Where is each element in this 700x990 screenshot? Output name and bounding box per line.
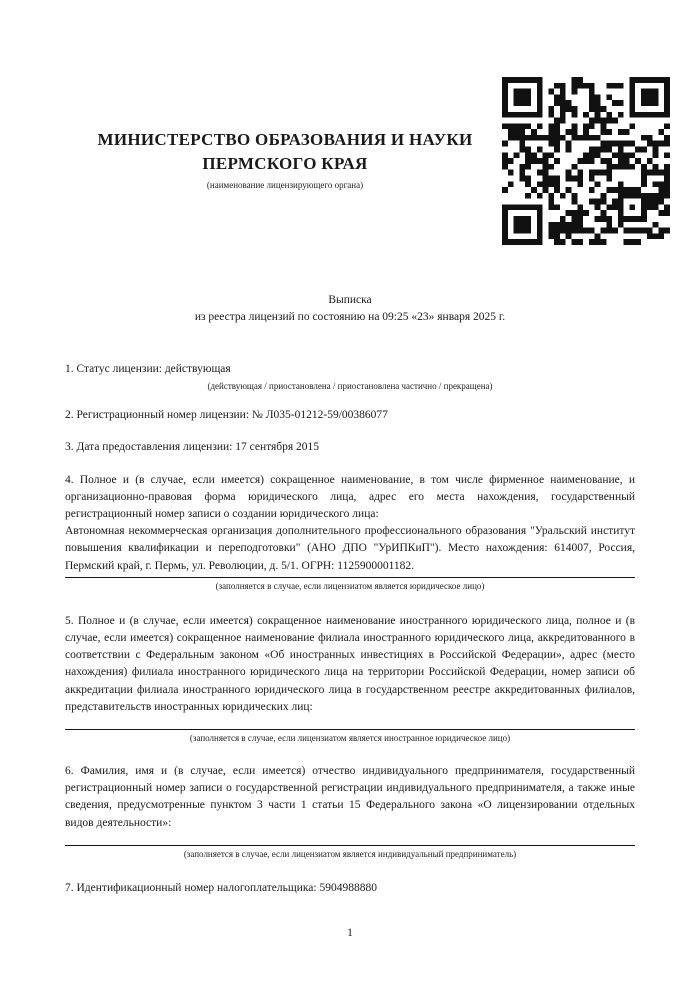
authority-name-line1: МИНИСТЕРСТВО ОБРАЗОВАНИЯ И НАУКИ [97, 130, 473, 149]
legal-entity-note: (заполняется в случае, если лицензиатом является юридическое лицо) [215, 580, 485, 591]
fill-in-rule [65, 845, 635, 846]
page-number: 1 [347, 927, 353, 939]
authority-caption: (наименование лицензирующего органа) [206, 180, 364, 190]
field-taxpayer-id [65, 880, 635, 897]
page-content [65, 0, 638, 912]
fill-in-rule [65, 577, 635, 578]
field-legal-entity [65, 472, 638, 592]
title-line2: из реестра лицензий по состоянию на 09:25 «23» января 2025 г. [194, 311, 506, 323]
document-title [65, 292, 635, 326]
licensing-authority-header [65, 128, 505, 191]
field-registration-number [65, 407, 635, 424]
fields-list [65, 361, 638, 897]
field-license-date [65, 439, 635, 456]
individual-entrepreneur-label: 6. Фамилия, имя и (в случае, если имеется) отчество индивидуального предпринимателя, государственный регистрационный номер записи о государственной регистрации индивидуального предпринимателя, а также иные сведения, предусмотренные пунктом 3 части 1 статьи 15 Федерального закона «О лицензировании отдельных видов деятельности»: [65, 765, 638, 829]
authority-name-line2: ПЕРМСКОГО КРАЯ [202, 154, 368, 173]
fill-in-rule [65, 729, 635, 730]
foreign-entity-label: 5. Полное и (в случае, если имеется) сокращенное наименование иностранного юридического лица, полное и (в случае, если имеется) сокращенное наименование филиала иностранного юридического лица, аккредитованного в соответствии с Федеральным законом «Об иностранных инвестициях в Российской Федерации», адрес (место нахождения) филиала иностранного юридического лица на территории Российской Федерации, номер записи об аккредитации филиала иностранного юридического лица в государственном реестре аккредитованных филиалов, представительств иностранных юридических лиц: [65, 614, 638, 713]
legal-entity-label: 4. Полное и (в случае, если имеется) сокращенное наименование, в том числе фирменное наименование, и организационно-правовая форма юридического лица, адрес его места нахождения, государственный регистрационный номер записи о создании юридического лица: [65, 473, 638, 521]
foreign-entity-note: (заполняется в случае, если лицензиатом является иностранное юридическое лицо) [189, 733, 511, 744]
registration-number-value: 2. Регистрационный номер лицензии: № Л035-01212-59/00386077 [65, 409, 388, 422]
title-line1: Выписка [328, 294, 372, 306]
legal-entity-value: Автономная некоммерческая организация дополнительного профессионального образования "Уральский институт повышения квалификации и переподготовки" (АНО ДПО "УрИПКиП"). Место нахождения: 614007, Россия, Пермский край, г. Пермь, ул. Революции, д. 5/1. ОГРН: 1125900001182. [65, 525, 638, 572]
license-status-value: 1. Статус лицензии: действующая [65, 363, 231, 375]
field-foreign-entity [65, 613, 638, 744]
field-individual-entrepreneur [65, 763, 638, 860]
license-status-note: (действующая / приостановлена / приостановлена частично / прекращена) [207, 381, 493, 392]
field-license-status [65, 361, 635, 392]
individual-entrepreneur-note: (заполняется в случае, если лицензиатом является индивидуальный предприниматель) [183, 848, 517, 859]
taxpayer-id-value: 7. Идентификационный номер налогоплательщика: 5904988880 [65, 881, 377, 894]
license-date-value: 3. Дата предоставления лицензии: 17 сентября 2015 [65, 441, 320, 454]
